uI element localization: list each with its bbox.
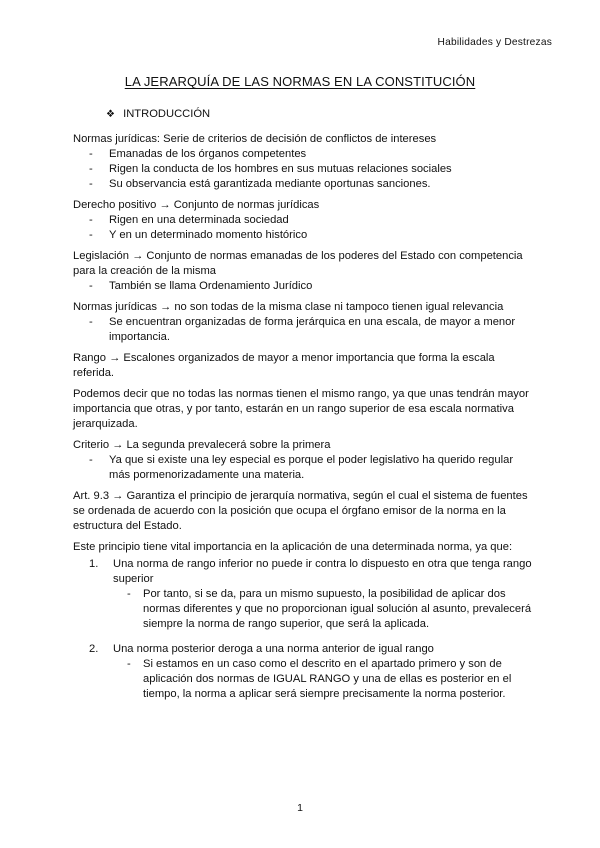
dash-bullet-icon: - [89,454,93,466]
intro-heading [106,108,210,120]
list-item-text: Su observancia está garantizada mediante oportunas sanciones. [109,178,431,190]
numbered-item [89,557,533,587]
item-number: 2. [89,643,99,655]
list-item-text: También se llama Ordenamiento Jurídico [109,280,313,292]
sub-item [127,657,533,702]
list-item [89,279,533,294]
diamond-bullet-icon: ❖ [106,109,115,120]
dash-bullet-icon: - [127,588,131,600]
dash-bullet-icon: - [89,229,93,241]
list-item-text: Rigen la conducta de los hombres en sus mutuas relaciones sociales [109,163,452,175]
list-item [89,147,533,162]
section-block [73,300,533,351]
list-item [89,162,533,177]
paragraph: Art. 9.3 → Garantiza el principio de jerarquía normativa, según el cual el sistema de fuentes se ordenada de acuerdo con la posición que ocupa el órgfano emisor de la norma en la estructura del Estado. [73,490,528,532]
list-item [89,213,533,228]
document-title: LA JERARQUÍA DE LAS NORMAS EN LA CONSTITUCIÓN [124,74,476,89]
principle-paragraph: Este principio tiene vital importancia en la aplicación de una determinada norma, ya que: [73,541,513,553]
list-item-text: Y en un determinado momento histórico [109,229,308,241]
list-item-text: Se encuentran organizadas de forma jerárquica en una escala, de mayor a menor importancia. [109,316,516,343]
section-block [73,198,533,249]
dash-bullet-icon: - [89,163,93,175]
list-item [89,453,533,483]
section-block [73,438,533,489]
dash-bullet-icon: - [89,316,93,328]
numbered-item-text: Una norma posterior deroga a una norma anterior de igual rango [113,643,434,655]
section-block [73,249,533,300]
list-item [89,228,533,243]
numbered-item [89,642,533,657]
section-block [73,489,533,534]
spacer [73,632,533,642]
page-number: 1 [297,802,303,814]
paragraph: Podemos decir que no todas las normas tienen el mismo rango, ya que unas tendrán mayor importancia que otras, y por tanto, estarán en un rango superior de esa escala normativa jerarquizada. [73,388,529,430]
section-block [73,351,533,381]
paragraph: Criterio → La segunda prevalecerá sobre la primera [73,439,331,451]
list-item-text: Ya que si existe una ley especial es porque el poder legislativo ha querido regular más pormenorizadamente una materia. [109,454,514,481]
list-item [89,177,533,192]
section-block [73,387,533,432]
list-item-text: Rigen en una determinada sociedad [109,214,289,226]
list-item [89,315,533,345]
item-number: 1. [89,558,99,570]
paragraph: Normas jurídicas: Serie de criterios de decisión de conflictos de intereses [73,133,437,145]
header-subject: Habilidades y Destrezas [437,37,552,48]
sub-item-text: Si estamos en un caso como el descrito en el apartado primero y son de aplicación dos normas de IGUAL RANGO y una de ellas es posterior en el tiempo, la norma a aplicar será siempre precisamente la norma posterior. [143,658,512,700]
sub-item [127,587,533,632]
paragraph: Normas jurídicas → no son todas de la misma clase ni tampoco tienen igual relevancia [73,301,504,313]
dash-bullet-icon: - [89,148,93,160]
dash-bullet-icon: - [127,658,131,670]
paragraph: Derecho positivo → Conjunto de normas jurídicas [73,199,320,211]
list-item-text: Emanadas de los órganos competentes [109,148,307,160]
intro-heading-label: INTRODUCCIÓN [123,108,211,120]
dash-bullet-icon: - [89,178,93,190]
numbered-item-text: Una norma de rango inferior no puede ir contra lo dispuesto en otra que tenga rango superior [113,558,532,585]
dash-bullet-icon: - [89,214,93,226]
paragraph: Legislación → Conjunto de normas emanadas de los poderes del Estado con competencia para la creación de la misma [73,250,523,277]
document-body [73,132,533,702]
sub-item-text: Por tanto, si se da, para un mismo supuesto, la posibilidad de aplicar dos normas diferentes y que no proporcionan igual solución al asunto, prevalecerá siempre la norma de rango superior, que será la aplicada. [143,588,532,630]
paragraph: Rango → Escalones organizados de mayor a menor importancia que forma la escala referida. [73,352,495,379]
section-block [73,132,533,198]
dash-bullet-icon: - [89,280,93,292]
